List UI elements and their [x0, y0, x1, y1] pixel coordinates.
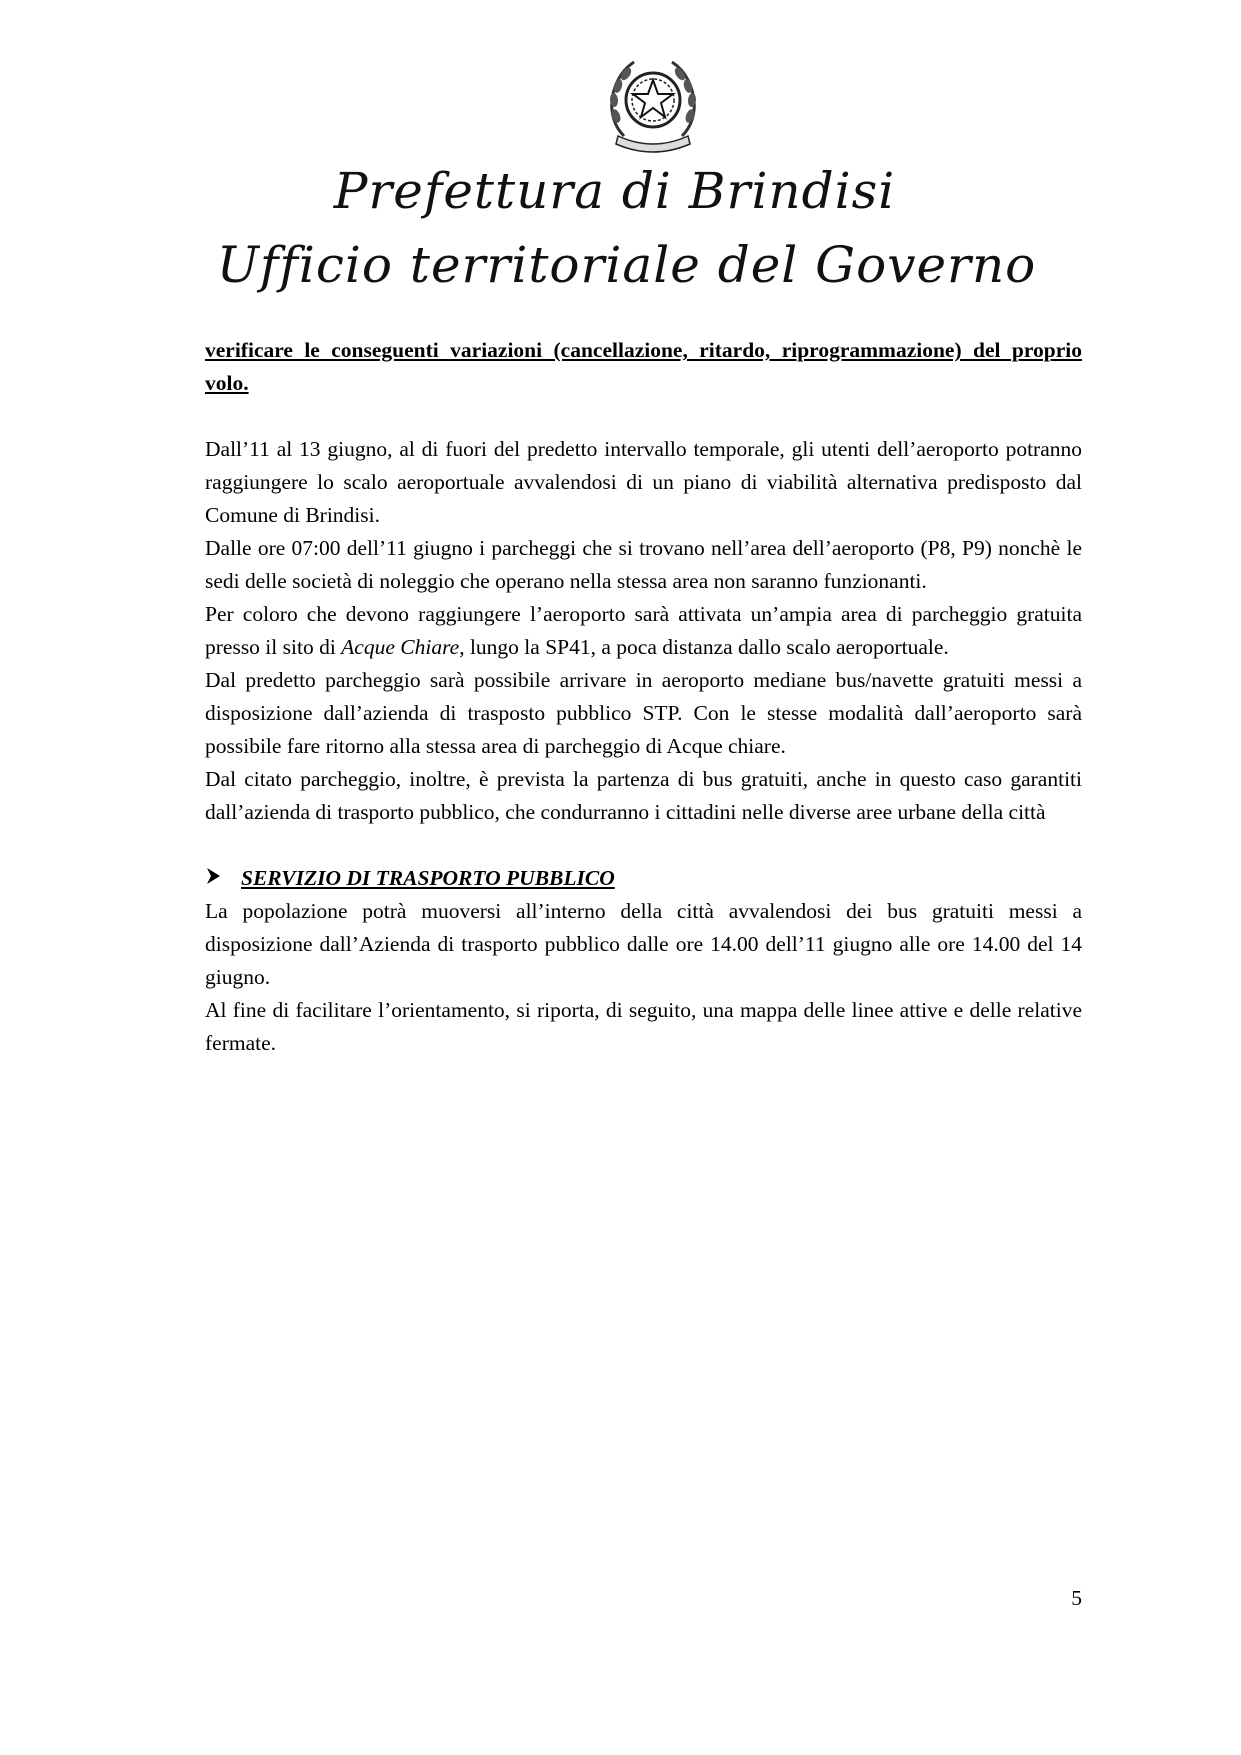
- acque-chiare-italic: Acque Chiare: [341, 635, 460, 659]
- paragraph-free-parking-a: Per coloro che devono raggiungere l’aeroporto sarà attivata un’ampia area di parcheggio gratuita presso il sito di: [205, 602, 1082, 659]
- arrow-bullet-icon: [205, 862, 241, 895]
- paragraph-map-intro: Al fine di facilitare l’orientamento, si riporta, di seguito, una mappa delle linee attive e delle relative fermate.: [205, 998, 1082, 1055]
- page-number: 5: [1071, 1586, 1082, 1610]
- header-subtitle-ufficio: Ufficio territoriale del Governo: [216, 236, 1037, 294]
- paragraph-free-parking-b: , lungo la SP41, a poca distanza dallo scalo aeroportuale.: [459, 635, 949, 659]
- italian-republic-emblem: [604, 56, 702, 156]
- paragraph-alternative-roads: Dall’11 al 13 giugno, al di fuori del predetto intervallo temporale, gli utenti dell’aeroporto potranno raggiungere lo scalo aeroportuale avvalendosi di un piano di viabilità alternativa predisposto dal Comune di Brindisi.: [205, 437, 1082, 527]
- document-body: [205, 334, 1082, 1060]
- header-title-prefettura: Prefettura di Brindisi: [333, 162, 896, 220]
- paragraph-free-parking: [205, 598, 1082, 664]
- paragraph-shuttle-buses: Dal predetto parcheggio sarà possibile arrivare in aeroporto mediane bus/navette gratuiti messi a disposizione dall’azienda di trasposto pubblico STP. Con le stesse modalità dall’aeroporto sarà possibile fare ritorno alla stessa area di parcheggio di Acque chiare.: [205, 668, 1082, 758]
- paragraph-parking-closure: Dalle ore 07:00 dell’11 giugno i parcheggi che si trovano nell’area dell’aeroporto (P8, P9) nonchè le sedi delle società di noleggio che operano nella stessa area non saranno funzionanti.: [205, 536, 1082, 593]
- section-heading-text: SERVIZIO DI TRASPORTO PUBBLICO: [241, 866, 615, 890]
- paragraph-free-buses: Dal citato parcheggio, inoltre, è prevista la partenza di bus gratuiti, anche in questo caso garantiti dall’azienda di trasporto pubblico, che condurranno i cittadini nelle diverse aree urbane della città: [205, 767, 1082, 824]
- paragraph-public-transport-hours: La popolazione potrà muoversi all’interno della città avvalendosi dei bus gratuiti messi a disposizione dall’Azienda di trasporto pubblico dalle ore 14.00 dell’11 giugno alle ore 14.00 del 14 giugno.: [205, 899, 1082, 989]
- section-heading-public-transport: [205, 862, 1082, 895]
- paragraph-bold-flight-variations: verificare le conseguenti variazioni (cancellazione, ritardo, riprogrammazione) del proprio volo.: [205, 338, 1082, 395]
